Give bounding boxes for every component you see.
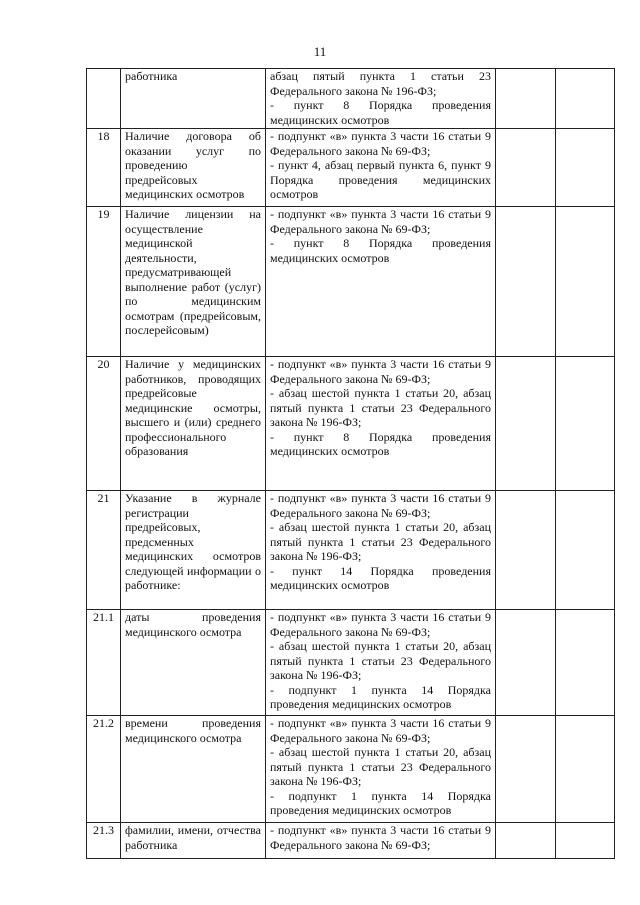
legal-basis-cell — [266, 823, 496, 859]
note-cell — [556, 610, 615, 716]
answer-cell — [496, 610, 556, 716]
legal-basis-item: - абзац шестой пункта 1 статьи 20, абзац пятый пункта 1 статьи 23 Федерального закона № 196-ФЗ; — [270, 745, 491, 788]
row-number: 20 — [87, 357, 121, 491]
requirement-cell — [121, 716, 266, 823]
requirement-cell — [121, 69, 266, 129]
legal-basis-item: - подпункт «в» пункта 3 части 16 статьи 9 Федерального закона № 69-ФЗ; — [270, 207, 491, 236]
legal-basis-item: - пункт 14 Порядка проведения медицинских осмотров — [270, 563, 491, 592]
legal-basis-item: - пункт 8 Порядка проведения медицинских осмотров — [270, 98, 491, 127]
requirement-cell — [121, 357, 266, 491]
legal-basis-cell — [266, 69, 496, 129]
legal-basis-item: - подпункт «в» пункта 3 части 16 статьи 9 Федерального закона № 69-ФЗ; — [270, 610, 491, 639]
legal-basis-item: - подпункт «в» пункта 3 части 16 статьи 9 Федерального закона № 69-ФЗ; — [270, 491, 491, 520]
legal-basis-item: - абзац шестой пункта 1 статьи 20, абзац пятый пункта 1 статьи 23 Федерального закона № 196-ФЗ; — [270, 639, 491, 682]
note-cell — [556, 69, 615, 129]
requirement-cell — [121, 207, 266, 357]
legal-basis-cell — [266, 716, 496, 823]
requirement-cell — [121, 491, 266, 610]
answer-cell — [496, 357, 556, 491]
legal-basis-item: - абзац шестой пункта 1 статьи 20, абзац пятый пункта 1 статьи 23 Федерального закона № 196-ФЗ; — [270, 386, 491, 429]
answer-cell — [496, 716, 556, 823]
requirement-text: фамилии, имени, отчества работника — [125, 823, 261, 852]
row-number: 21.2 — [87, 716, 121, 823]
answer-cell — [496, 69, 556, 129]
legal-basis-item: - пункт 4, абзац первый пункта 6, пункт 9 Порядка проведения медицинских осмотров — [270, 158, 491, 201]
legal-basis-item: - подпункт 1 пункта 14 Порядка проведения медицинских осмотров — [270, 682, 491, 711]
table-row — [87, 69, 615, 129]
requirement-text: Указание в журнале регистрации предрейсовых, предсменных медицинских осмотров следующей информации о работнике: — [125, 491, 261, 592]
legal-basis-item: - подпункт 1 пункта 14 Порядка проведения медицинских осмотров — [270, 788, 491, 817]
requirement-cell — [121, 129, 266, 207]
legal-basis-item: - подпункт «в» пункта 3 части 16 статьи 9 Федерального закона № 69-ФЗ; — [270, 357, 491, 386]
table-row — [87, 823, 615, 859]
requirement-cell — [121, 823, 266, 859]
row-number: 21 — [87, 491, 121, 610]
legal-basis-item: - пункт 8 Порядка проведения медицинских осмотров — [270, 236, 491, 265]
requirement-text: даты проведения медицинского осмотра — [125, 610, 261, 639]
requirement-text: Наличие лицензии на осуществление медицинской деятельности, предусматривающей выполнение работ (услуг) по медицинским осмотрам (предрейсовым, послерейсовым) — [125, 207, 261, 337]
row-number: 19 — [87, 207, 121, 357]
legal-basis-cell — [266, 491, 496, 610]
note-cell — [556, 357, 615, 491]
answer-cell — [496, 129, 556, 207]
legal-basis-cell — [266, 129, 496, 207]
table-row — [87, 610, 615, 716]
requirements-table-body — [87, 69, 615, 859]
table-row — [87, 716, 615, 823]
legal-basis-cell — [266, 610, 496, 716]
row-number: 21.1 — [87, 610, 121, 716]
legal-basis-item: - абзац шестой пункта 1 статьи 20, абзац пятый пункта 1 статьи 23 Федерального закона № 196-ФЗ; — [270, 520, 491, 563]
note-cell — [556, 491, 615, 610]
requirement-text: Наличие у медицинских работников, проводящих предрейсовые медицинские осмотры, высшего и (или) среднего профессионального образования — [125, 357, 261, 458]
answer-cell — [496, 491, 556, 610]
note-cell — [556, 823, 615, 859]
table-row — [87, 491, 615, 610]
legal-basis-cell — [266, 207, 496, 357]
legal-basis-cell — [266, 357, 496, 491]
note-cell — [556, 716, 615, 823]
requirement-text: Наличие договора об оказании услуг по проведению предрейсовых медицинских осмотров — [125, 129, 261, 201]
row-number — [87, 69, 121, 129]
legal-basis-item: - подпункт «в» пункта 3 части 16 статьи 9 Федерального закона № 69-ФЗ; — [270, 716, 491, 745]
answer-cell — [496, 207, 556, 357]
answer-cell — [496, 823, 556, 859]
requirement-text: работника — [125, 69, 178, 83]
note-cell — [556, 129, 615, 207]
legal-basis-item: - подпункт «в» пункта 3 части 16 статьи 9 Федерального закона № 69-ФЗ; — [270, 129, 491, 158]
requirement-cell — [121, 610, 266, 716]
note-cell — [556, 207, 615, 357]
table-row — [87, 129, 615, 207]
legal-basis-item: - подпункт «в» пункта 3 части 16 статьи 9 Федерального закона № 69-ФЗ; — [270, 823, 491, 852]
table-row — [87, 207, 615, 357]
legal-basis-item: абзац пятый пункта 1 статьи 23 Федерального закона № 196-ФЗ; — [270, 69, 491, 98]
requirements-table — [86, 68, 615, 859]
row-number: 21.3 — [87, 823, 121, 859]
table-row — [87, 357, 615, 491]
row-number: 18 — [87, 129, 121, 207]
requirement-text: времени проведения медицинского осмотра — [125, 716, 261, 745]
legal-basis-item: - пункт 8 Порядка проведения медицинских осмотров — [270, 429, 491, 458]
page-number: 11 — [313, 44, 327, 59]
